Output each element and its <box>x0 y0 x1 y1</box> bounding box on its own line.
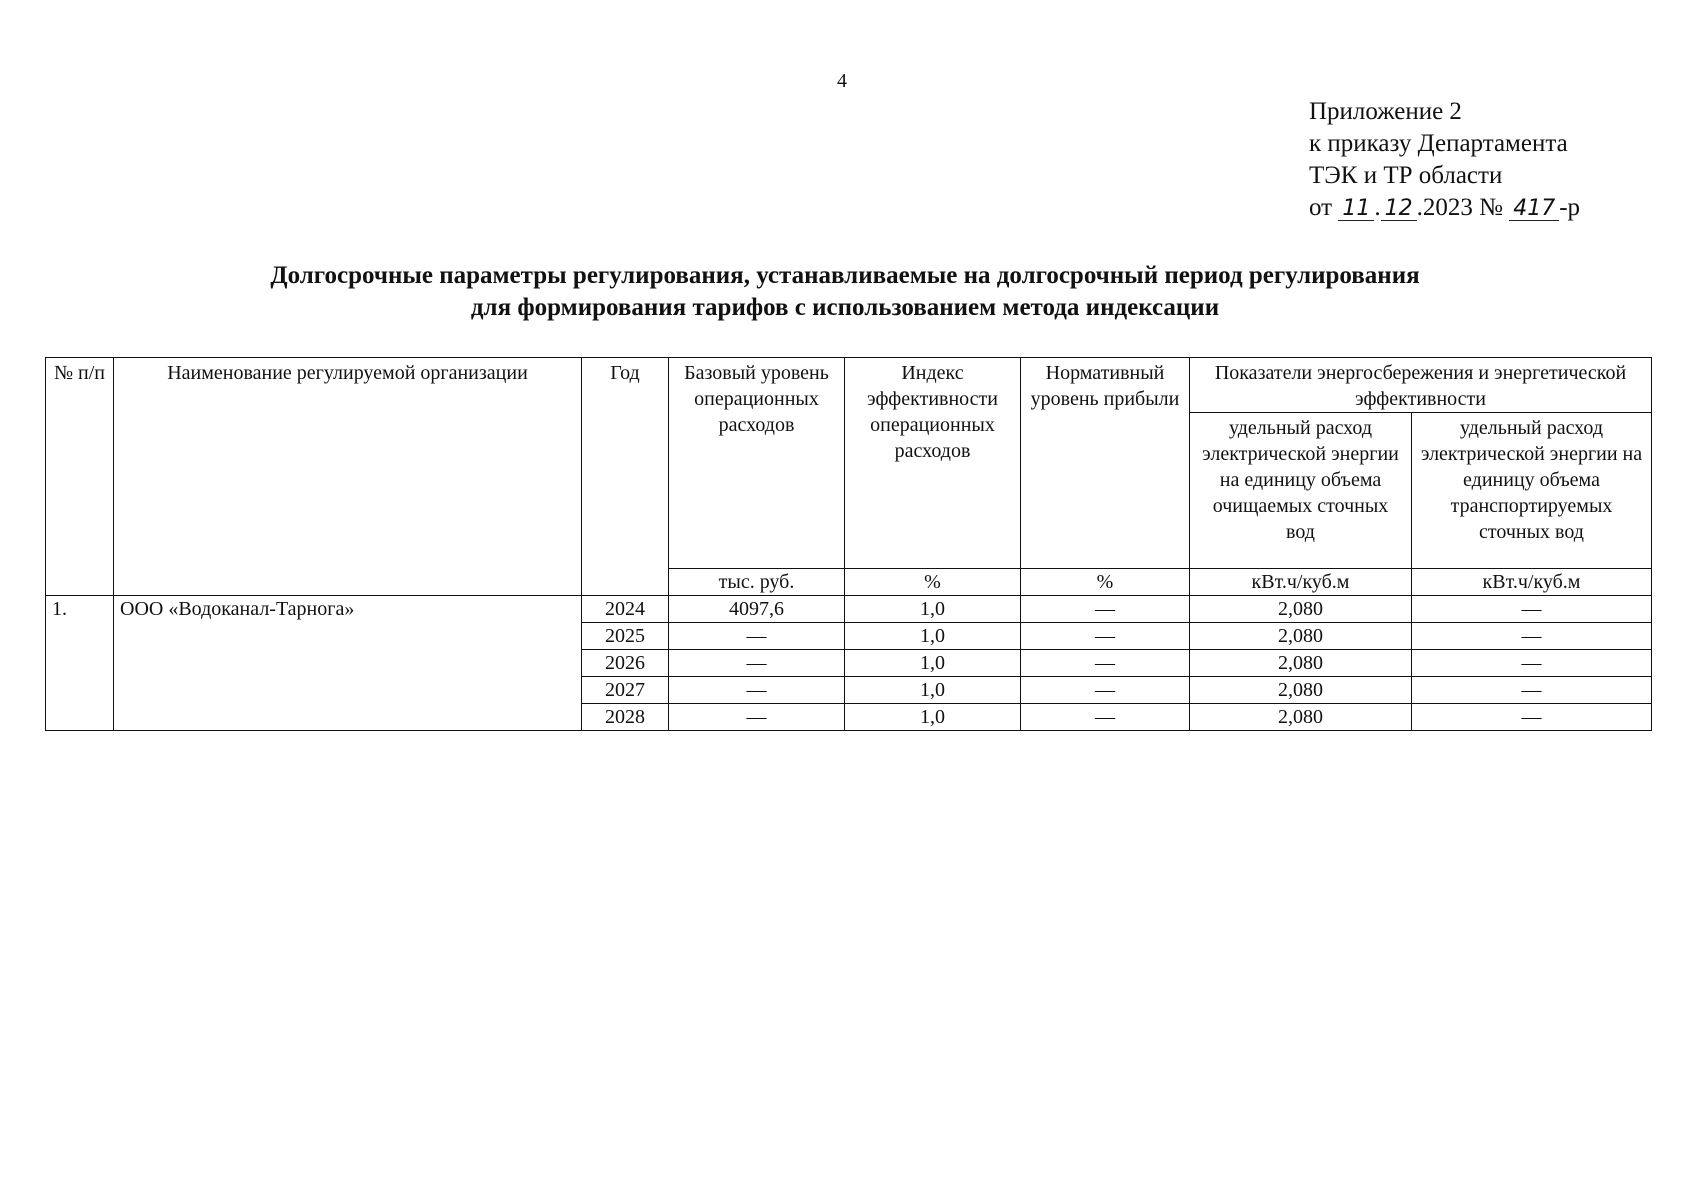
appendix-date-line: от 11 . 12 .2023 № 417 -р <box>1309 194 1581 221</box>
cell-energy-treated: 2,080 <box>1190 623 1412 650</box>
cell-profit: — <box>1021 677 1190 704</box>
appendix-line-1: Приложение 2 <box>1309 98 1462 125</box>
cell-base-opex: 4097,6 <box>669 596 845 623</box>
cell-efficiency-index: 1,0 <box>845 704 1021 731</box>
header-energy-treated: удельный расход электрической энергии на единицу объема очищаемых сточных вод <box>1190 413 1412 569</box>
cell-year: 2028 <box>582 704 669 731</box>
header-energy-group: Показатели энергосбережения и энергетической эффективности <box>1190 358 1652 413</box>
parameters-table <box>45 357 1652 731</box>
appendix-line-3: ТЭК и ТР области <box>1309 162 1503 189</box>
cell-energy-transported: — <box>1412 677 1652 704</box>
header-name: Наименование регулируемой организации <box>114 358 582 596</box>
unit-base-opex: тыс. руб. <box>669 569 845 596</box>
cell-energy-treated: 2,080 <box>1190 677 1412 704</box>
header-year: Год <box>582 358 669 596</box>
handwritten-day: 11 <box>1338 198 1374 221</box>
date-year: .2023 № <box>1416 194 1510 221</box>
unit-energy-transported: кВт.ч/куб.м <box>1412 569 1652 596</box>
order-suffix: -р <box>1559 194 1581 221</box>
unit-efficiency-index: % <box>845 569 1021 596</box>
date-prefix: от <box>1309 194 1339 221</box>
cell-base-opex: — <box>669 650 845 677</box>
document-title <box>60 260 1630 324</box>
title-line-1: Долгосрочные параметры регулирования, устанавливаемые на долгосрочный период регулирования <box>270 262 1420 289</box>
header-num: № п/п <box>46 358 114 596</box>
header-base-opex: Базовый уровень операционных расходов <box>669 358 845 569</box>
cell-energy-transported: — <box>1412 704 1652 731</box>
cell-energy-transported: — <box>1412 623 1652 650</box>
cell-energy-treated: 2,080 <box>1190 650 1412 677</box>
org-name: ООО «Водоканал-Тарнога» <box>114 596 582 731</box>
cell-profit: — <box>1021 650 1190 677</box>
cell-base-opex: — <box>669 677 845 704</box>
cell-energy-transported: — <box>1412 596 1652 623</box>
handwritten-order-number: 417 <box>1509 198 1559 221</box>
unit-profit: % <box>1021 569 1190 596</box>
unit-energy-treated: кВт.ч/куб.м <box>1190 569 1412 596</box>
cell-profit: — <box>1021 596 1190 623</box>
cell-efficiency-index: 1,0 <box>845 677 1021 704</box>
header-energy-transported: удельный расход электрической энергии на единицу объема транспортируемых сточных вод <box>1412 413 1652 569</box>
header-efficiency-index: Индекс эффективности операционных расходов <box>845 358 1021 569</box>
cell-base-opex: — <box>669 623 845 650</box>
appendix-line-2: к приказу Департамента <box>1309 130 1568 157</box>
page-number: 4 <box>837 70 847 92</box>
table-row <box>46 596 1652 623</box>
cell-profit: — <box>1021 704 1190 731</box>
appendix-block <box>1309 96 1580 224</box>
cell-energy-treated: 2,080 <box>1190 596 1412 623</box>
cell-base-opex: — <box>669 704 845 731</box>
cell-energy-treated: 2,080 <box>1190 704 1412 731</box>
cell-year: 2025 <box>582 623 669 650</box>
cell-profit: — <box>1021 623 1190 650</box>
cell-efficiency-index: 1,0 <box>845 623 1021 650</box>
cell-efficiency-index: 1,0 <box>845 650 1021 677</box>
header-profit: Нормативный уровень прибыли <box>1021 358 1190 569</box>
cell-efficiency-index: 1,0 <box>845 596 1021 623</box>
org-num: 1. <box>46 596 114 731</box>
title-line-2: для формирования тарифов с использованием метода индексации <box>470 294 1220 321</box>
cell-year: 2027 <box>582 677 669 704</box>
cell-year: 2026 <box>582 650 669 677</box>
cell-year: 2024 <box>582 596 669 623</box>
cell-energy-transported: — <box>1412 650 1652 677</box>
handwritten-month: 12 <box>1381 198 1417 221</box>
